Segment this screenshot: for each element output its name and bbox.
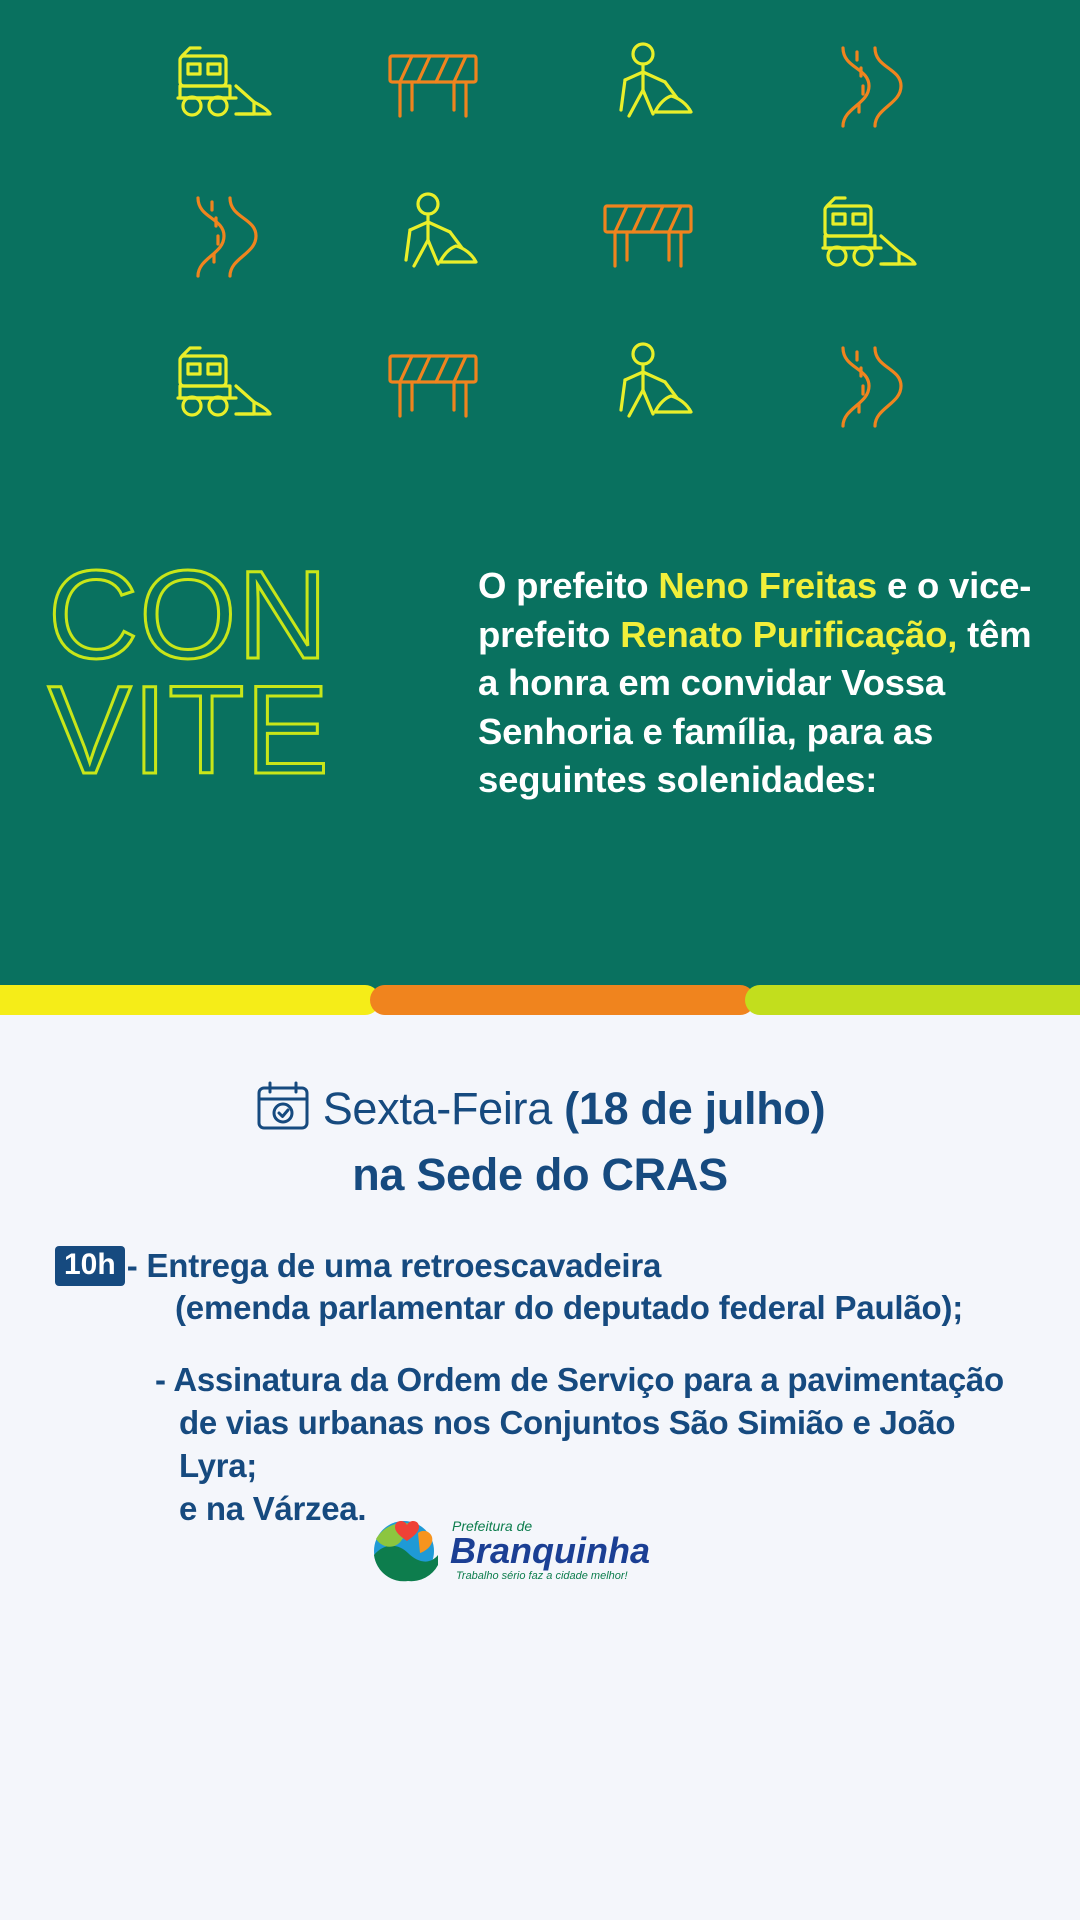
- time-badge: 10h: [55, 1246, 125, 1286]
- road-barrier-icon: [363, 25, 503, 145]
- construction-icon-grid: [110, 10, 970, 460]
- worker-shoveling-icon: [363, 175, 503, 295]
- list-item: [55, 1245, 1035, 1329]
- svg-text:Branquinha: Branquinha: [450, 1530, 651, 1571]
- winding-road-icon: [148, 175, 288, 295]
- event-date-block: [0, 1080, 1080, 1201]
- item-1-subtext: (emenda parlamentar do deputado federal Paulão);: [175, 1289, 964, 1327]
- item-1-text: - Entrega de uma retroescavadeira: [126, 1247, 662, 1284]
- item-2-line-1: - Assinatura da Ordem de Serviço para a pavimentação: [155, 1361, 1004, 1399]
- convite-line-2: VITE: [48, 661, 330, 800]
- prefeitura-branquinha-logo: [360, 1505, 700, 1595]
- date-line-1: [0, 1080, 1080, 1143]
- date-weekday: Sexta-Feira: [322, 1083, 552, 1134]
- mayor-name: Neno Freitas: [658, 565, 878, 606]
- event-location: na Sede do CRAS: [352, 1149, 728, 1200]
- item-2-line-2: de vias urbanas nos Conjuntos São Simião e João Lyra;: [179, 1404, 956, 1485]
- winding-road-icon: [793, 25, 933, 145]
- invite-part-1: O prefeito: [478, 565, 659, 606]
- road-barrier-icon: [363, 325, 503, 445]
- svg-text:Prefeitura de: Prefeitura de: [452, 1518, 533, 1534]
- invite-paragraph: [478, 562, 1038, 805]
- invite-part-3: têm a honra em convidar Vossa Senhoria e família, para as seguintes solenidades:: [478, 613, 1032, 801]
- calendar-check-icon: [255, 1080, 311, 1143]
- divider-segment-lime: [745, 985, 1080, 1015]
- worker-shoveling-icon: [578, 325, 718, 445]
- tricolor-divider: [0, 985, 1080, 1015]
- worker-shoveling-icon: [578, 25, 718, 145]
- bottom-panel: [0, 1015, 1080, 1920]
- invite-part-2: e o vice-prefeito: [478, 565, 1032, 655]
- vice-mayor-name: Renato Purificação,: [620, 613, 958, 655]
- divider-segment-yellow: [0, 985, 380, 1015]
- convite-line-1: CON: [48, 546, 329, 685]
- event-items-list: [55, 1245, 1035, 1531]
- divider-segment-orange: [370, 985, 755, 1015]
- bulldozer-icon: [148, 325, 288, 445]
- road-barrier-icon: [578, 175, 718, 295]
- bulldozer-icon: [793, 175, 933, 295]
- date-parenthetical: (18 de julho): [564, 1083, 826, 1134]
- bulldozer-icon: [148, 25, 288, 145]
- convite-headline: [48, 546, 428, 800]
- winding-road-icon: [793, 325, 933, 445]
- item-2-line-3: e na Várzea.: [179, 1490, 367, 1528]
- svg-text:Trabalho sério faz a cidade me: Trabalho sério faz a cidade melhor!: [456, 1570, 628, 1582]
